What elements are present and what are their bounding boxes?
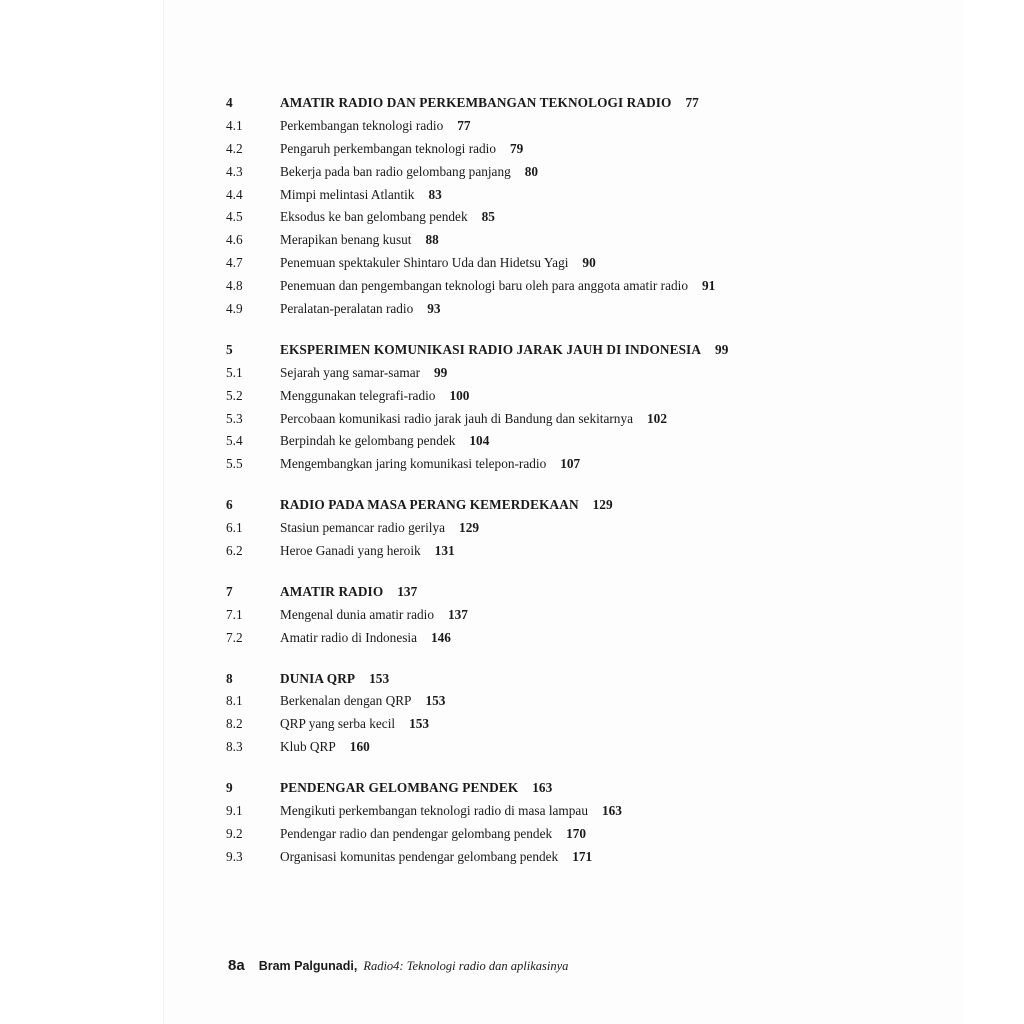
- entry-page: 160: [349, 739, 370, 755]
- author-name: Bram Palgunadi,: [258, 959, 358, 973]
- chapter-heading: [226, 584, 786, 607]
- entry-number: 9: [226, 780, 233, 796]
- entry-number: 8: [226, 670, 233, 686]
- entry-number: 8.3: [226, 739, 243, 755]
- entry-page: 153: [409, 716, 430, 732]
- table-of-contents: [226, 95, 786, 890]
- chapter-heading: [226, 342, 786, 365]
- entry-title: RADIO PADA MASA PERANG KEMERDEKAAN: [280, 497, 579, 513]
- entry-number: 5.4: [226, 433, 243, 449]
- entry-number: 5.5: [226, 456, 243, 472]
- toc-chapter: [226, 780, 786, 872]
- section-entry: [226, 164, 786, 187]
- entry-title: Mengenal dunia amatir radio: [280, 606, 434, 622]
- entry-number: 5: [226, 341, 233, 357]
- entry-title: Mengikuti perkembangan teknologi radio di masa lampau: [280, 803, 588, 819]
- entry-title: QRP yang serba kecil: [280, 716, 396, 732]
- toc-chapter: [226, 95, 786, 324]
- entry-title: Bekerja pada ban radio gelombang panjang: [280, 163, 511, 179]
- entry-number: 9.1: [226, 803, 243, 819]
- entry-page: 153: [425, 693, 446, 709]
- entry-number: 7.2: [226, 629, 243, 645]
- entry-title: Pengaruh perkembangan teknologi radio: [280, 140, 497, 156]
- entry-number: 5.1: [226, 364, 243, 380]
- section-entry: [226, 433, 786, 456]
- entry-title: DUNIA QRP: [280, 670, 356, 686]
- book-title: Radio4: Teknologi radio dan aplikasinya: [363, 959, 569, 973]
- entry-page: 77: [685, 95, 699, 110]
- section-entry: [226, 278, 786, 301]
- section-entry: [226, 826, 786, 849]
- entry-page: 170: [566, 825, 587, 841]
- entry-page: 153: [369, 670, 390, 686]
- entry-title: AMATIR RADIO DAN PERKEMBANGAN TEKNOLOGI RADIO: [280, 95, 672, 110]
- entry-page: 99: [434, 364, 448, 380]
- section-entry: [226, 187, 786, 210]
- entry-title: Sejarah yang samar-samar: [280, 364, 421, 380]
- entry-number: 4.1: [226, 117, 243, 133]
- entry-page: 102: [647, 410, 667, 426]
- toc-chapter: [226, 671, 786, 763]
- section-entry: [226, 630, 786, 653]
- entry-number: 4.7: [226, 255, 243, 271]
- entry-number: 4.9: [226, 301, 243, 317]
- entry-page: 163: [532, 780, 553, 796]
- entry-title: Peralatan-peralatan radio: [280, 301, 414, 317]
- entry-page: 104: [469, 433, 490, 449]
- entry-page: 80: [524, 163, 539, 179]
- section-entry: [226, 543, 786, 566]
- chapter-heading: [226, 780, 786, 803]
- section-entry: [226, 209, 786, 232]
- entry-page: 77: [457, 117, 471, 133]
- entry-page: 88: [425, 232, 439, 248]
- entry-number: 4: [226, 95, 233, 110]
- entry-number: 8.2: [226, 716, 243, 732]
- entry-page: 83: [428, 186, 442, 202]
- section-entry: [226, 693, 786, 716]
- entry-page: 91: [702, 278, 716, 294]
- section-entry: [226, 118, 786, 141]
- chapter-heading: [226, 95, 786, 118]
- entry-page: 171: [572, 848, 593, 864]
- entry-title: Pendengar radio dan pendengar gelombang pendek: [280, 825, 553, 841]
- entry-page: 137: [447, 606, 468, 622]
- section-entry: [226, 365, 786, 388]
- section-entry: [226, 232, 786, 255]
- section-entry: [226, 301, 786, 324]
- entry-number: 5.3: [226, 410, 243, 426]
- toc-chapter: [226, 342, 786, 479]
- section-entry: [226, 607, 786, 630]
- toc-chapter: [226, 584, 786, 653]
- entry-title: Merapikan benang kusut: [280, 232, 412, 248]
- entry-number: 6.2: [226, 543, 243, 559]
- entry-page: 93: [427, 301, 441, 317]
- entry-title: Amatir radio di Indonesia: [280, 629, 417, 645]
- section-entry: [226, 520, 786, 543]
- entry-number: 4.2: [226, 140, 243, 156]
- entry-number: 4.3: [226, 163, 243, 179]
- entry-title: PENDENGAR GELOMBANG PENDEK: [280, 780, 519, 796]
- entry-page: 137: [397, 583, 418, 599]
- entry-title: Berkenalan dengan QRP: [280, 693, 412, 709]
- entry-page: 107: [560, 456, 581, 472]
- entry-number: 5.2: [226, 387, 243, 403]
- section-entry: [226, 255, 786, 278]
- entry-number: 9.2: [226, 825, 243, 841]
- entry-number: 9.3: [226, 848, 243, 864]
- page-number: 8a: [228, 957, 245, 974]
- entry-number: 8.1: [226, 693, 243, 709]
- entry-page: 90: [582, 255, 596, 271]
- section-entry: [226, 456, 786, 479]
- entry-number: 4.6: [226, 232, 243, 248]
- entry-page: 100: [449, 387, 470, 403]
- entry-title: Organisasi komunitas pendengar gelombang pendek: [280, 848, 559, 864]
- entry-title: Klub QRP: [280, 739, 336, 755]
- section-entry: [226, 803, 786, 826]
- chapter-heading: [226, 497, 786, 520]
- section-entry: [226, 716, 786, 739]
- entry-number: 4.5: [226, 209, 243, 225]
- entry-title: Percobaan komunikasi radio jarak jauh di Bandung dan sekitarnya: [280, 410, 634, 426]
- section-entry: [226, 388, 786, 411]
- entry-title: Mengembangkan jaring komunikasi telepon-radio: [280, 456, 547, 472]
- entry-title: Heroe Ganadi yang heroik: [280, 543, 421, 559]
- entry-title: Mimpi melintasi Atlantik: [280, 186, 415, 202]
- entry-title: Perkembangan teknologi radio: [280, 117, 444, 133]
- section-entry: [226, 849, 786, 872]
- entry-number: 6: [226, 497, 233, 513]
- entry-number: 7.1: [226, 606, 243, 622]
- entry-title: Penemuan dan pengembangan teknologi baru oleh para anggota amatir radio: [280, 278, 688, 294]
- entry-number: 4.8: [226, 278, 243, 294]
- section-entry: [226, 411, 786, 434]
- section-entry: [226, 141, 786, 164]
- entry-number: 7: [226, 583, 233, 599]
- entry-page: 99: [715, 341, 729, 357]
- entry-title: Eksodus ke ban gelombang pendek: [280, 209, 468, 225]
- page-footer: [228, 957, 568, 974]
- entry-page: 79: [510, 140, 524, 156]
- entry-number: 4.4: [226, 186, 243, 202]
- entry-title: EKSPERIMEN KOMUNIKASI RADIO JARAK JAUH DI INDONESIA: [280, 341, 702, 357]
- entry-title: Berpindah ke gelombang pendek: [280, 433, 456, 449]
- entry-title: AMATIR RADIO: [280, 583, 384, 599]
- entry-number: 6.1: [226, 520, 243, 536]
- chapter-heading: [226, 671, 786, 694]
- entry-title: Penemuan spektakuler Shintaro Uda dan Hidetsu Yagi: [280, 255, 569, 271]
- entry-title: Stasiun pemancar radio gerilya: [280, 520, 446, 536]
- entry-page: 129: [592, 497, 613, 513]
- toc-chapter: [226, 497, 786, 566]
- section-entry: [226, 739, 786, 762]
- entry-page: 131: [434, 543, 455, 559]
- entry-page: 129: [459, 520, 479, 536]
- entry-title: Menggunakan telegrafi-radio: [280, 387, 436, 403]
- entry-page: 146: [431, 629, 451, 645]
- entry-page: 163: [601, 803, 622, 819]
- entry-page: 85: [481, 209, 495, 225]
